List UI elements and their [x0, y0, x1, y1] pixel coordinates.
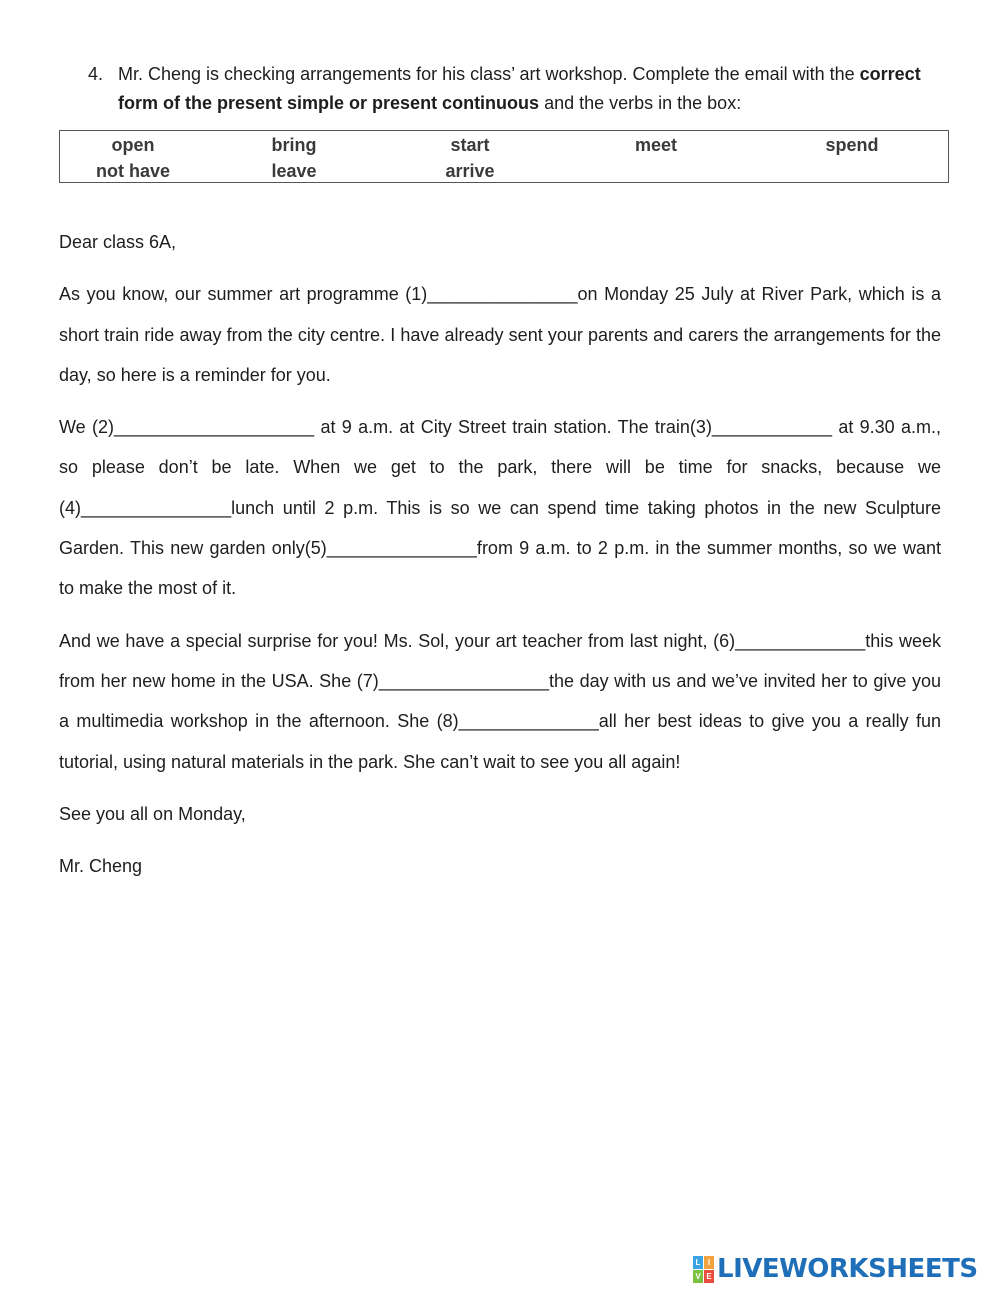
instruction-bold: correct form of the present simple or present continuous: [118, 64, 921, 113]
word-box-item: leave: [271, 161, 317, 181]
exercise-instruction: [88, 60, 958, 118]
email-letter: [59, 222, 941, 886]
letter-signature: Mr. Cheng: [59, 856, 143, 877]
word-box-item: start: [450, 135, 490, 155]
letter-paragraph-2: We (2)____________________ at 9 a.m. at City Street train station. The train(3)____________ at 9.30 a.m., so please don’t be late. When we get to the park, there will be time for snacks, because we (4)_______________lunch until 2 p.m. This is so we can spend time taking photos in the new Sculpture Garden. This new garden only(5)_______________from 9 a.m. to 2 p.m. in the summer months, so we want to make the most of it.: [59, 417, 941, 599]
instruction-text: Mr. Cheng is checking arrangements for his class’ art workshop. Complete the email with the correct form of the present simple or present continuous and the verbs in the box:: [118, 64, 921, 113]
verb-word-box: [59, 130, 949, 183]
exercise-number: 4.: [88, 64, 104, 84]
letter-closing: See you all on Monday,: [59, 803, 246, 824]
word-box-item: open: [111, 135, 155, 155]
letter-paragraph-1: As you know, our summer art programme (1)_______________on Monday 25 July at River Park, which is a short train ride away from the city centre. I have already sent your parents and carers the arrangements for the day, so here is a reminder for you.: [59, 284, 941, 385]
logo-wordmark: LIVEWORKSHEETS: [717, 1254, 978, 1284]
letter-paragraph-3: And we have a special surprise for you! Ms. Sol, your art teacher from last night, (6)_____________this week from her new home in the USA. She (7)_________________the day with us and we’ve invited her to give you a multimedia workshop in the afternoon. She (8)______________all her best ideas to give you a really fun tutorial, using natural materials in the park. She can’t wait to see you all again!: [59, 630, 941, 772]
word-box-item: arrive: [445, 161, 495, 181]
word-box-item: spend: [825, 135, 879, 155]
liveworksheets-logo: [693, 1254, 978, 1284]
word-box-item: bring: [271, 135, 317, 155]
logo-mark-icon: L I V E: [693, 1256, 714, 1283]
word-box-item: meet: [634, 135, 678, 155]
word-box-item: not have: [95, 161, 170, 181]
letter-greeting: Dear class 6A,: [59, 232, 177, 252]
